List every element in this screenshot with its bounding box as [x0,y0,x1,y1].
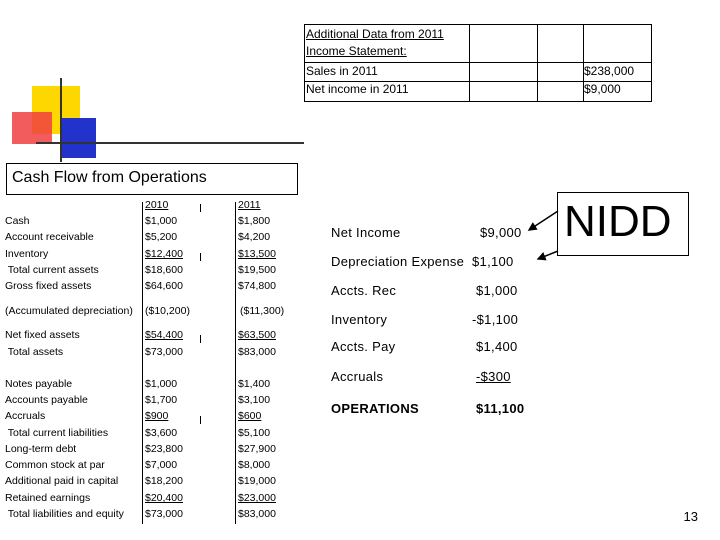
column-divider-2010 [142,202,143,524]
bs-row-label: Retained earnings [5,492,91,504]
ops-row-value: -$1,100 [472,312,519,327]
bs-row-2011: $23,000 [238,492,276,504]
ops-total-value: $11,100 [476,401,525,416]
sales-value: $238,000 [584,64,635,78]
bs-row-label: Account receivable [5,231,94,243]
bs-depreciation-2011: ($11,300) [240,305,285,317]
vertical-rule-decoration [60,78,62,162]
bs-row-2010: $1,000 [145,378,178,390]
sales-label: Sales in 2011 [306,64,378,78]
arrow-to-net-income [529,211,558,230]
horizontal-rule-decoration [36,142,304,144]
ops-row-label: Accts. Pay [331,339,396,354]
blue-square-decoration [62,118,96,158]
net-income-value: $9,000 [584,82,621,96]
bs-row-2010: $18,200 [145,475,183,487]
bs-row-2011: $8,000 [238,459,271,471]
bs-row-2010: $5,200 [145,231,178,243]
bs-row-label: Long-term debt [5,443,77,455]
bs-row-label: Additional paid in capital [5,475,119,487]
bs-row-label: Accruals [5,410,46,422]
ops-row-label: Inventory [331,312,388,327]
ops-row-value: $1,000 [476,283,518,298]
bs-row-label: Total current assets [5,264,99,276]
bs-row-label: Gross fixed assets [5,280,92,292]
bs-row-2010: $12,400 [145,248,183,260]
bs-row-label: Notes payable [5,378,73,390]
bs-row-label: Accounts payable [5,394,88,406]
bs-row-2010: $20,400 [145,492,183,504]
ops-row-label: Accruals [331,369,384,384]
header-2010: 2010 [145,199,169,211]
bs-row-2010: $18,600 [145,264,183,276]
bs-row-2011: $19,500 [238,264,276,276]
bs-row-2011: $63,500 [238,329,276,341]
bs-row-label: Inventory [5,248,49,260]
ops-depreciation-line: Depreciation Expense $1,100 [331,254,514,269]
bs-row-label: Total assets [5,346,64,358]
column-divider-2011 [235,202,236,524]
bs-row-2011: $1,800 [238,215,271,227]
bs-row-2011: $27,900 [238,443,276,455]
bs-row-2011: $3,100 [238,394,271,406]
bs-row-2010: $1,000 [145,215,178,227]
ops-row-label: Accts. Rec [331,283,397,298]
red-square-decoration [12,112,52,144]
bs-row-label: Common stock at par [5,459,105,471]
bs-row-2011: $83,000 [238,508,276,520]
arrow-to-depreciation [538,251,558,259]
bs-row-2010: $64,600 [145,280,183,292]
bs-row-2010: $1,700 [145,394,178,406]
bs-row-2010: $7,000 [145,459,178,471]
bs-row-2011: $1,400 [238,378,271,390]
bs-row-2011: $4,200 [238,231,271,243]
bs-depreciation-label: (Accumulated depreciation) [5,305,133,317]
bs-row-label: Total liabilities and equity [5,508,124,520]
additional-heading-1: Additional Data from 2011 [306,27,444,41]
nidd-label: NIDD [564,197,672,246]
net-income-label: Net income in 2011 [306,82,409,96]
ops-row-value: -$300 [476,369,511,384]
ops-net-income-value: $9,000 [480,225,522,240]
bs-row-2010: $900 [145,410,169,422]
ops-net-income-label: Net Income [331,225,401,240]
ops-total-label: OPERATIONS [331,401,419,416]
ops-row-value: $1,400 [476,339,518,354]
header-2011: 2011 [238,199,261,211]
bs-row-2010: $73,000 [145,508,183,520]
bs-row-2011: $600 [238,410,262,422]
bs-row-2010: $73,000 [145,346,183,358]
bs-row-2010: $23,800 [145,443,183,455]
bs-row-2010: $3,600 [145,427,178,439]
bs-depreciation-2010: ($10,200) [145,305,190,317]
bs-row-2011: $5,100 [238,427,271,439]
bs-row-2010: $54,400 [145,329,183,341]
bs-row-2011: $19,000 [238,475,276,487]
page-number: 13 [683,509,698,524]
bs-row-label: Cash [5,215,30,227]
additional-heading-2: Income Statement: [306,44,407,58]
cash-flow-title: Cash Flow from Operations [12,169,207,186]
bs-row-2011: $83,000 [238,346,276,358]
bs-row-2011: $74,800 [238,280,276,292]
bs-row-2011: $13,500 [238,248,276,260]
nidd-arrows [520,205,565,270]
bs-row-label: Total current liabilities [5,427,109,439]
bs-row-label: Net fixed assets [5,329,80,341]
